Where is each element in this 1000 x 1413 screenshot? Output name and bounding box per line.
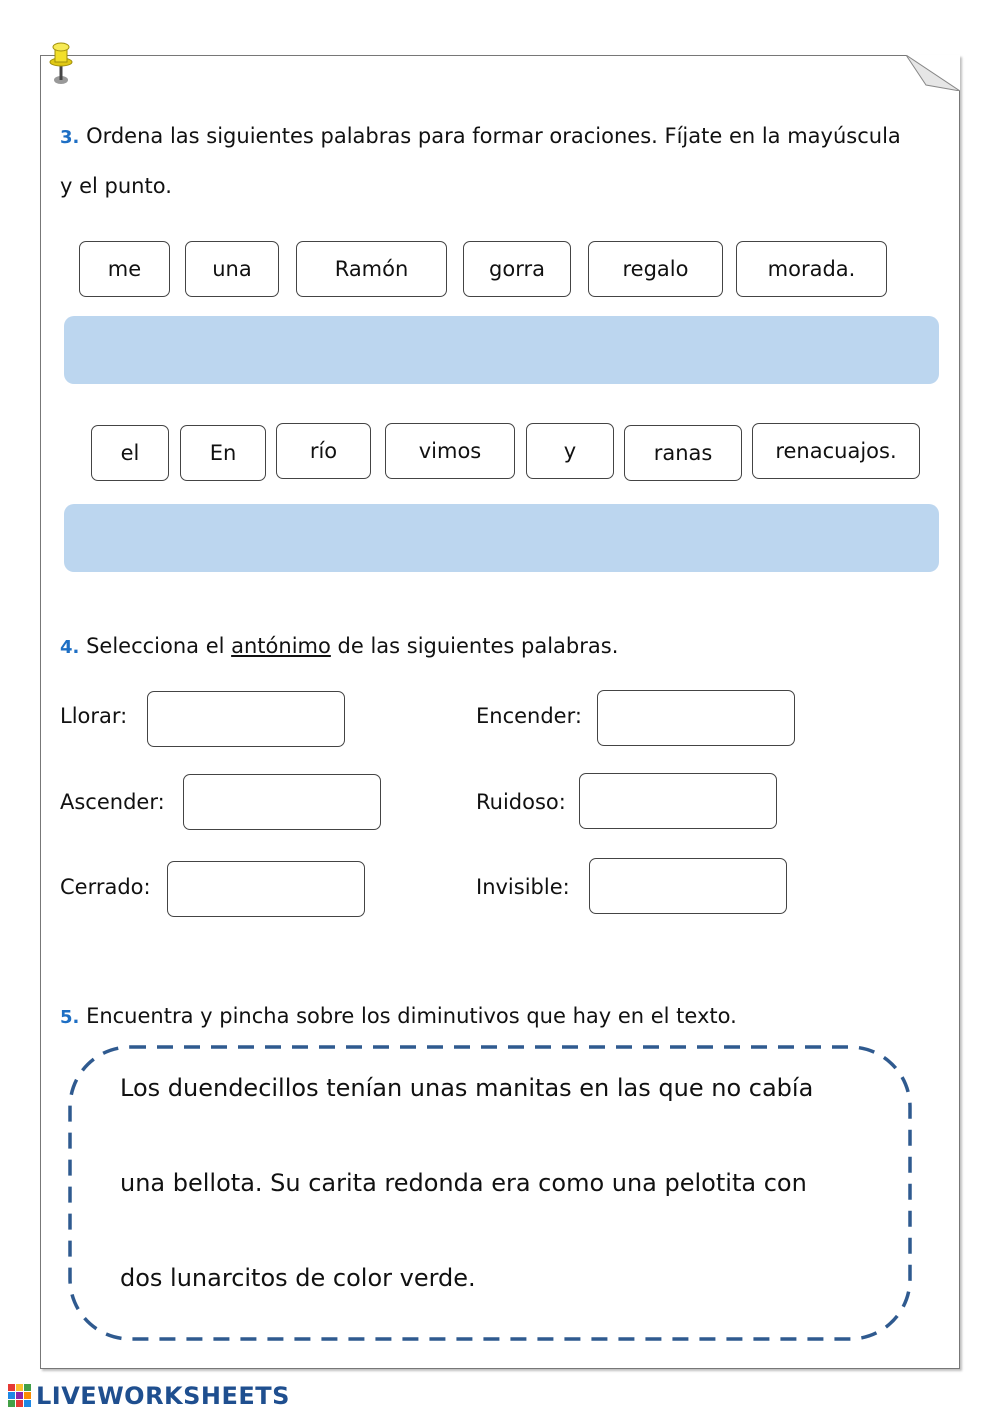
antonym-label: Llorar: (60, 704, 128, 728)
q5-instruction (60, 1004, 737, 1028)
antonym-select[interactable] (589, 858, 787, 914)
q3-text-line2: y el punto. (60, 174, 172, 198)
logo-blocks-icon (8, 1384, 32, 1408)
word-chip[interactable]: una (185, 241, 279, 297)
word-chip[interactable]: ranas (624, 425, 742, 481)
story-line[interactable]: una bellota. Su carita redonda era como una pelotita con (120, 1169, 807, 1197)
antonym-label: Ascender: (60, 790, 165, 814)
story-line[interactable]: Los duendecillos tenían unas manitas en las que no cabía (120, 1074, 814, 1102)
word-chip[interactable]: gorra (463, 241, 571, 297)
q4-text-before: Selecciona el (86, 634, 232, 658)
q4-instruction (60, 634, 618, 658)
word-chip[interactable]: renacuajos. (752, 423, 920, 479)
antonym-label: Ruidoso: (476, 790, 566, 814)
word-chip[interactable]: En (180, 425, 266, 481)
q4-text-after: de las siguientes palabras. (330, 634, 619, 658)
liveworksheets-logo[interactable] (8, 1384, 290, 1408)
word-chip[interactable]: regalo (588, 241, 723, 297)
word-chip[interactable]: morada. (736, 241, 887, 297)
word-chip[interactable]: me (79, 241, 170, 297)
q5-number: 5. (60, 1007, 80, 1028)
sentence-dropzone-1[interactable] (64, 316, 939, 384)
antonym-select[interactable] (597, 690, 795, 746)
word-chip[interactable]: y (526, 423, 614, 479)
q3-instruction (60, 124, 901, 148)
antonym-label: Cerrado: (60, 875, 151, 899)
story-line[interactable]: dos lunarcitos de color verde. (120, 1264, 476, 1292)
antonym-select[interactable] (147, 691, 345, 747)
pushpin-icon (44, 40, 78, 88)
q4-number: 4. (60, 637, 80, 658)
antonym-label: Invisible: (476, 875, 570, 899)
antonym-select[interactable] (167, 861, 365, 917)
antonym-select[interactable] (183, 774, 381, 830)
logo-text: LIVEWORKSHEETS (36, 1382, 290, 1410)
q5-text: Encuentra y pincha sobre los diminutivos que hay en el texto. (86, 1004, 737, 1028)
word-chip[interactable]: vimos (385, 423, 515, 479)
q3-number: 3. (60, 127, 80, 148)
word-chip[interactable]: río (276, 423, 371, 479)
antonym-select[interactable] (579, 773, 777, 829)
q3-text-line1: Ordena las siguientes palabras para formar oraciones. Fíjate en la mayúscula (86, 124, 901, 148)
page-fold-corner (906, 55, 960, 91)
word-chip[interactable]: Ramón (296, 241, 447, 297)
sentence-dropzone-2[interactable] (64, 504, 939, 572)
antonym-label: Encender: (476, 704, 582, 728)
word-chip[interactable]: el (91, 425, 169, 481)
q4-text-underlined: antónimo (231, 634, 331, 658)
